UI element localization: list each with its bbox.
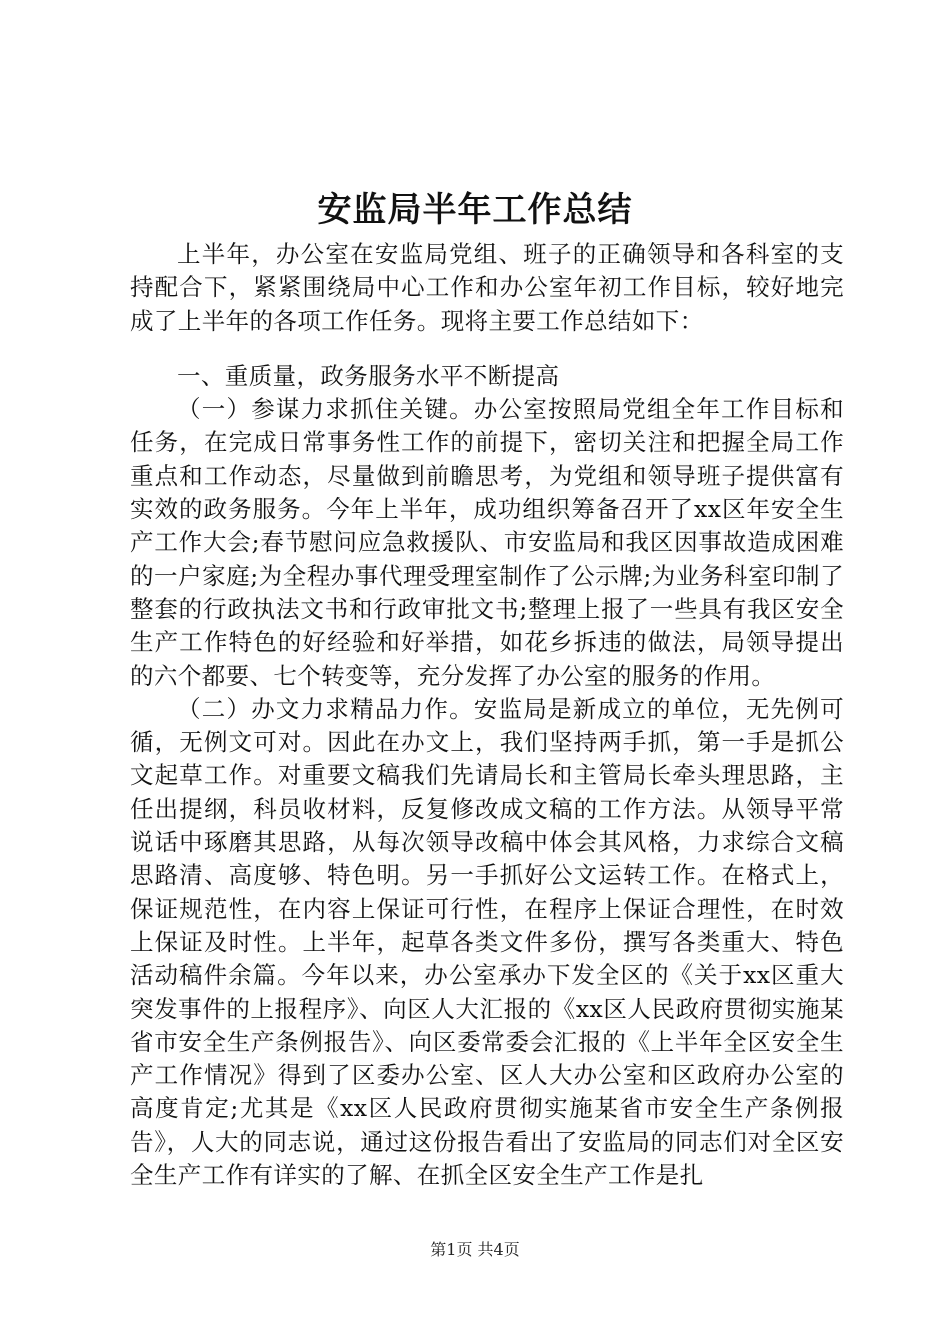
section-heading: 一、重质量，政务服务水平不断提高: [177, 361, 560, 390]
paragraph-2: （二）办文力求精品力作。安监局是新成立的单位，无先例可循，无例文可对。因此在办文上，我们坚持两手抓，第一手是抓公文起草工作。对重要文稿我们先请局长和主管局长牵头理思路，主任出提纲，科员收材料，反复修改成文稿的工作方法。从领导平常说话中琢磨其思路，从每次领导改稿中体会其风格，力求综合文稿思路清、高度够、特色明。另一手抓好公文运转工作。在格式上，保证规范性，在内容上保证可行性，在程序上保证合理性，在时效上保证及时性。上半年，起草各类文件多份，撰写各类重大、特色活动稿件余篇。今年以来，办公室承办下发全区的《关于xx区重大突发事件的上报程序》、向区人大汇报的《xx区人民政府贯彻实施某省市安全生产条例报告》、向区委常委会汇报的《上半年全区安全生产工作情况》得到了区委办公室、区人大办公室和区政府办公室的高度肯定;尤其是《xx区人民政府贯彻实施某省市安全生产条例报告》，人大的同志说，通过这份报告看出了安监局的同志们对全区安全生产工作有详实的了解、在抓全区安全生产工作是扎: [130, 694, 844, 1190]
page-footer: 第1页 共4页: [430, 1240, 520, 1259]
document-title: 安监局半年工作总结: [317, 190, 633, 230]
intro-paragraph: 上半年，办公室在安监局党组、班子的正确领导和各科室的支持配合下，紧紧围绕局中心工作和办公室年初工作目标，较好地完成了上半年的各项工作任务。现将主要工作总结如下：: [130, 240, 844, 335]
paragraph-1: （一）参谋力求抓住关键。办公室按照局党组全年工作目标和任务，在完成日常事务性工作的前提下，密切关注和把握全局工作重点和工作动态，尽量做到前瞻思考，为党组和领导班子提供富有实效的政务服务。今年上半年，成功组织筹备召开了xx区年安全生产工作大会;春节慰问应急救援队、市安监局和我区因事故造成困难的一户家庭;为全程办事代理受理室制作了公示牌;为业务科室印制了整套的行政执法文书和行政审批文书;整理上报了一些具有我区安全生产工作特色的好经验和好举措，如花乡拆违的做法，局领导提出的六个都要、七个转变等，充分发挥了办公室的服务的作用。: [130, 395, 844, 690]
document-body: [130, 238, 844, 1192]
